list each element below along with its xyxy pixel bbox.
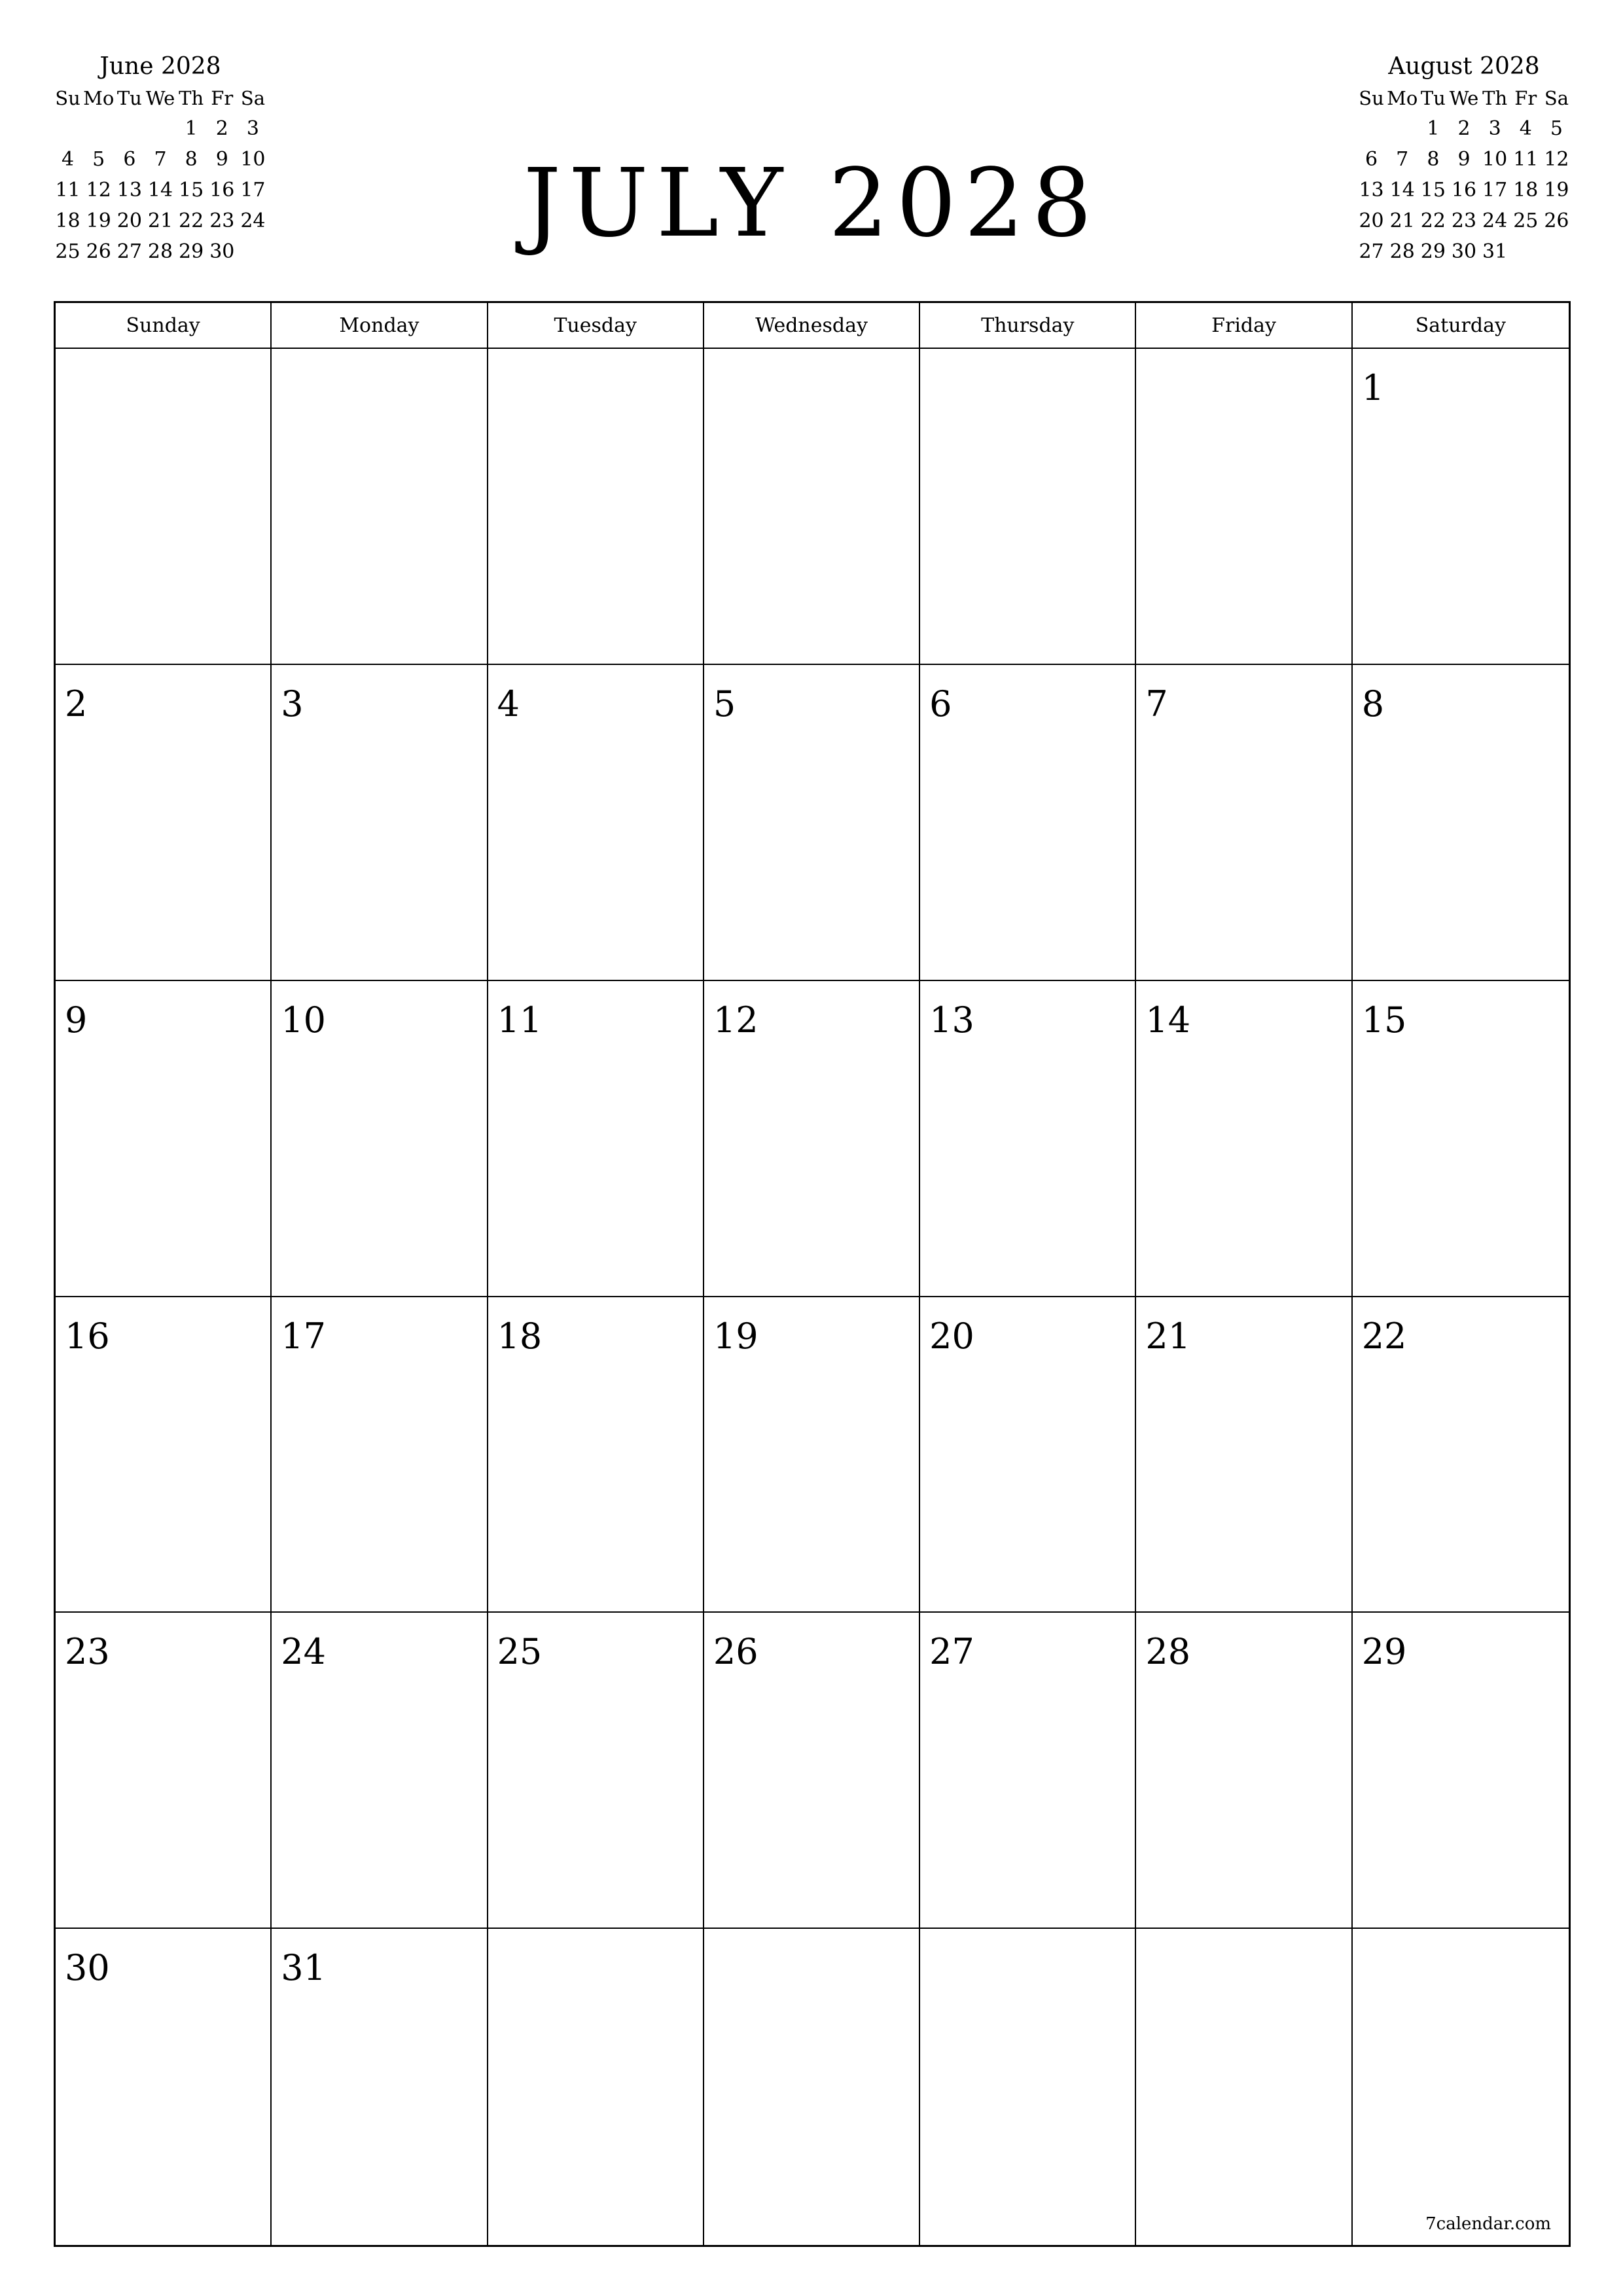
mini-day: 10 [240, 148, 266, 171]
mini-day: 28 [147, 240, 173, 263]
mini-day: 30 [1451, 240, 1477, 263]
day-number: 30 [65, 1947, 110, 1989]
mini-day: 2 [215, 117, 228, 140]
mini-day: 14 [1389, 179, 1415, 202]
footer-source: 7calendar.com [1425, 2214, 1551, 2234]
mini-day: 10 [1482, 148, 1508, 171]
weekday-header-wednesday: Wednesday [704, 303, 920, 349]
mini-day: 1 [185, 117, 198, 140]
day-cell [1353, 1613, 1569, 1929]
mini-day: 12 [1544, 148, 1569, 171]
day-cell [920, 1297, 1136, 1613]
mini-weekday-label: Tu [1420, 86, 1446, 109]
mini-day: 23 [209, 209, 235, 232]
day-number: 19 [713, 1315, 758, 1357]
mini-day: 13 [1359, 179, 1384, 202]
mini-weekday-label: Sa [240, 86, 265, 109]
mini-day: 2 [1457, 117, 1471, 140]
mini-day: 26 [86, 240, 111, 263]
mini-calendar-august [1356, 51, 1572, 267]
weekday-header-tuesday: Tuesday [488, 303, 704, 349]
page-title: JULY 2028 [523, 148, 1100, 258]
weekday-header-monday: Monday [272, 303, 488, 349]
day-number: 26 [713, 1631, 758, 1673]
day-cell [920, 1613, 1136, 1929]
weekday-header-thursday: Thursday [920, 303, 1136, 349]
day-cell [56, 665, 272, 981]
mini-weekday-label: Su [1359, 86, 1384, 109]
day-cell [56, 349, 272, 665]
day-number: 17 [281, 1315, 326, 1357]
day-cell [272, 1929, 488, 2245]
mini-weekday-label: Th [1482, 86, 1508, 109]
day-number: 13 [929, 999, 974, 1041]
mini-day: 28 [1389, 240, 1415, 263]
mini-day: 9 [1457, 148, 1471, 171]
mini-day: 1 [1427, 117, 1440, 140]
day-number: 14 [1145, 999, 1191, 1041]
mini-day: 25 [55, 240, 80, 263]
mini-day: 20 [1359, 209, 1384, 232]
day-number: 4 [497, 683, 520, 725]
day-number: 1 [1361, 367, 1385, 408]
day-cell [272, 981, 488, 1297]
mini-day: 20 [116, 209, 142, 232]
mini-day: 16 [209, 179, 235, 202]
mini-day: 21 [147, 209, 173, 232]
day-cell [1353, 665, 1569, 981]
day-cell [704, 349, 920, 665]
mini-day: 13 [116, 179, 142, 202]
day-number: 27 [929, 1631, 974, 1673]
mini-day: 26 [1544, 209, 1569, 232]
day-number: 5 [713, 683, 736, 725]
day-cell [1136, 1613, 1352, 1929]
day-number: 3 [281, 683, 304, 725]
mini-day: 31 [1482, 240, 1508, 263]
mini-day: 27 [116, 240, 142, 263]
mini-weekday-label: Su [55, 86, 80, 109]
mini-day: 15 [1420, 179, 1446, 202]
mini-day: 22 [179, 209, 204, 232]
day-number: 15 [1361, 999, 1407, 1041]
day-cell [704, 981, 920, 1297]
mini-day: 27 [1359, 240, 1384, 263]
mini-day: 3 [246, 117, 259, 140]
mini-day: 19 [1544, 179, 1569, 202]
mini-weekday-label: Mo [1387, 86, 1418, 109]
mini-day: 30 [209, 240, 235, 263]
mini-day: 11 [55, 179, 80, 202]
day-cell [1353, 349, 1569, 665]
mini-day: 18 [55, 209, 80, 232]
day-number: 8 [1361, 683, 1385, 725]
day-cell [1353, 1929, 1569, 2245]
mini-day: 6 [1365, 148, 1378, 171]
day-cell [704, 665, 920, 981]
day-number: 22 [1361, 1315, 1407, 1357]
mini-day: 6 [123, 148, 136, 171]
mini-day: 23 [1451, 209, 1477, 232]
day-cell [272, 1297, 488, 1613]
day-cell [272, 665, 488, 981]
mini-day: 5 [1550, 117, 1563, 140]
day-cell [1136, 349, 1352, 665]
day-number: 28 [1145, 1631, 1191, 1673]
mini-weekday-label: We [1449, 86, 1479, 109]
day-cell [920, 665, 1136, 981]
weekday-header-saturday: Saturday [1353, 303, 1569, 349]
day-cell [1136, 981, 1352, 1297]
day-cell [56, 981, 272, 1297]
mini-day: 29 [179, 240, 204, 263]
day-number: 7 [1145, 683, 1168, 725]
weekday-header-sunday: Sunday [56, 303, 272, 349]
day-cell [704, 1297, 920, 1613]
mini-day: 21 [1389, 209, 1415, 232]
day-cell [1136, 665, 1352, 981]
day-cell [920, 349, 1136, 665]
mini-calendar-title: August 2028 [1388, 53, 1540, 80]
mini-day: 7 [1396, 148, 1409, 171]
day-cell [920, 1929, 1136, 2245]
mini-day: 3 [1488, 117, 1501, 140]
mini-day: 4 [1519, 117, 1532, 140]
day-number: 25 [497, 1631, 543, 1673]
mini-weekday-label: Fr [1514, 86, 1537, 109]
day-cell [272, 1613, 488, 1929]
day-cell [272, 349, 488, 665]
mini-day: 8 [1427, 148, 1440, 171]
mini-calendar-title: June 2028 [99, 53, 221, 80]
mini-day: 9 [215, 148, 228, 171]
day-cell [488, 1297, 704, 1613]
day-number: 31 [281, 1947, 326, 1989]
mini-weekday-label: Mo [83, 86, 115, 109]
mini-day: 24 [240, 209, 266, 232]
day-number: 9 [65, 999, 88, 1041]
mini-day: 17 [240, 179, 266, 202]
day-cell [488, 1929, 704, 2245]
mini-day: 11 [1513, 148, 1539, 171]
day-number: 18 [497, 1315, 543, 1357]
day-cell [1353, 1297, 1569, 1613]
mini-weekday-label: Tu [116, 86, 142, 109]
day-number: 6 [929, 683, 952, 725]
mini-day: 16 [1451, 179, 1477, 202]
mini-day: 29 [1420, 240, 1446, 263]
mini-day: 15 [179, 179, 204, 202]
day-cell [920, 981, 1136, 1297]
day-number: 21 [1145, 1315, 1191, 1357]
mini-weekday-label: We [145, 86, 175, 109]
day-number: 20 [929, 1315, 974, 1357]
day-number: 11 [497, 999, 543, 1041]
weekday-header-friday: Friday [1136, 303, 1352, 349]
day-cell [488, 981, 704, 1297]
mini-day: 25 [1513, 209, 1539, 232]
day-cell [56, 1613, 272, 1929]
mini-day: 17 [1482, 179, 1508, 202]
mini-day: 12 [86, 179, 111, 202]
day-cell [1353, 981, 1569, 1297]
day-cell [488, 1613, 704, 1929]
day-number: 12 [713, 999, 758, 1041]
mini-weekday-label: Fr [211, 86, 234, 109]
day-cell [488, 665, 704, 981]
day-number: 29 [1361, 1631, 1407, 1673]
mini-day: 24 [1482, 209, 1508, 232]
day-number: 2 [65, 683, 88, 725]
mini-day: 4 [62, 148, 75, 171]
day-cell [704, 1929, 920, 2245]
day-number: 23 [65, 1631, 110, 1673]
day-number: 24 [281, 1631, 326, 1673]
mini-day: 18 [1513, 179, 1539, 202]
mini-day: 7 [154, 148, 167, 171]
mini-day: 14 [147, 179, 173, 202]
mini-day: 22 [1420, 209, 1446, 232]
day-cell [1136, 1297, 1352, 1613]
mini-weekday-label: Sa [1544, 86, 1569, 109]
mini-day: 5 [92, 148, 105, 171]
day-number: 10 [281, 999, 326, 1041]
day-cell [488, 349, 704, 665]
month-grid [54, 301, 1571, 2247]
mini-calendar-grid [1356, 82, 1572, 267]
mini-weekday-label: Th [179, 86, 204, 109]
mini-day: 19 [86, 209, 111, 232]
mini-day: 8 [185, 148, 198, 171]
day-number: 16 [65, 1315, 110, 1357]
day-cell [56, 1297, 272, 1613]
day-cell [1136, 1929, 1352, 2245]
day-cell [56, 1929, 272, 2245]
day-cell [704, 1613, 920, 1929]
